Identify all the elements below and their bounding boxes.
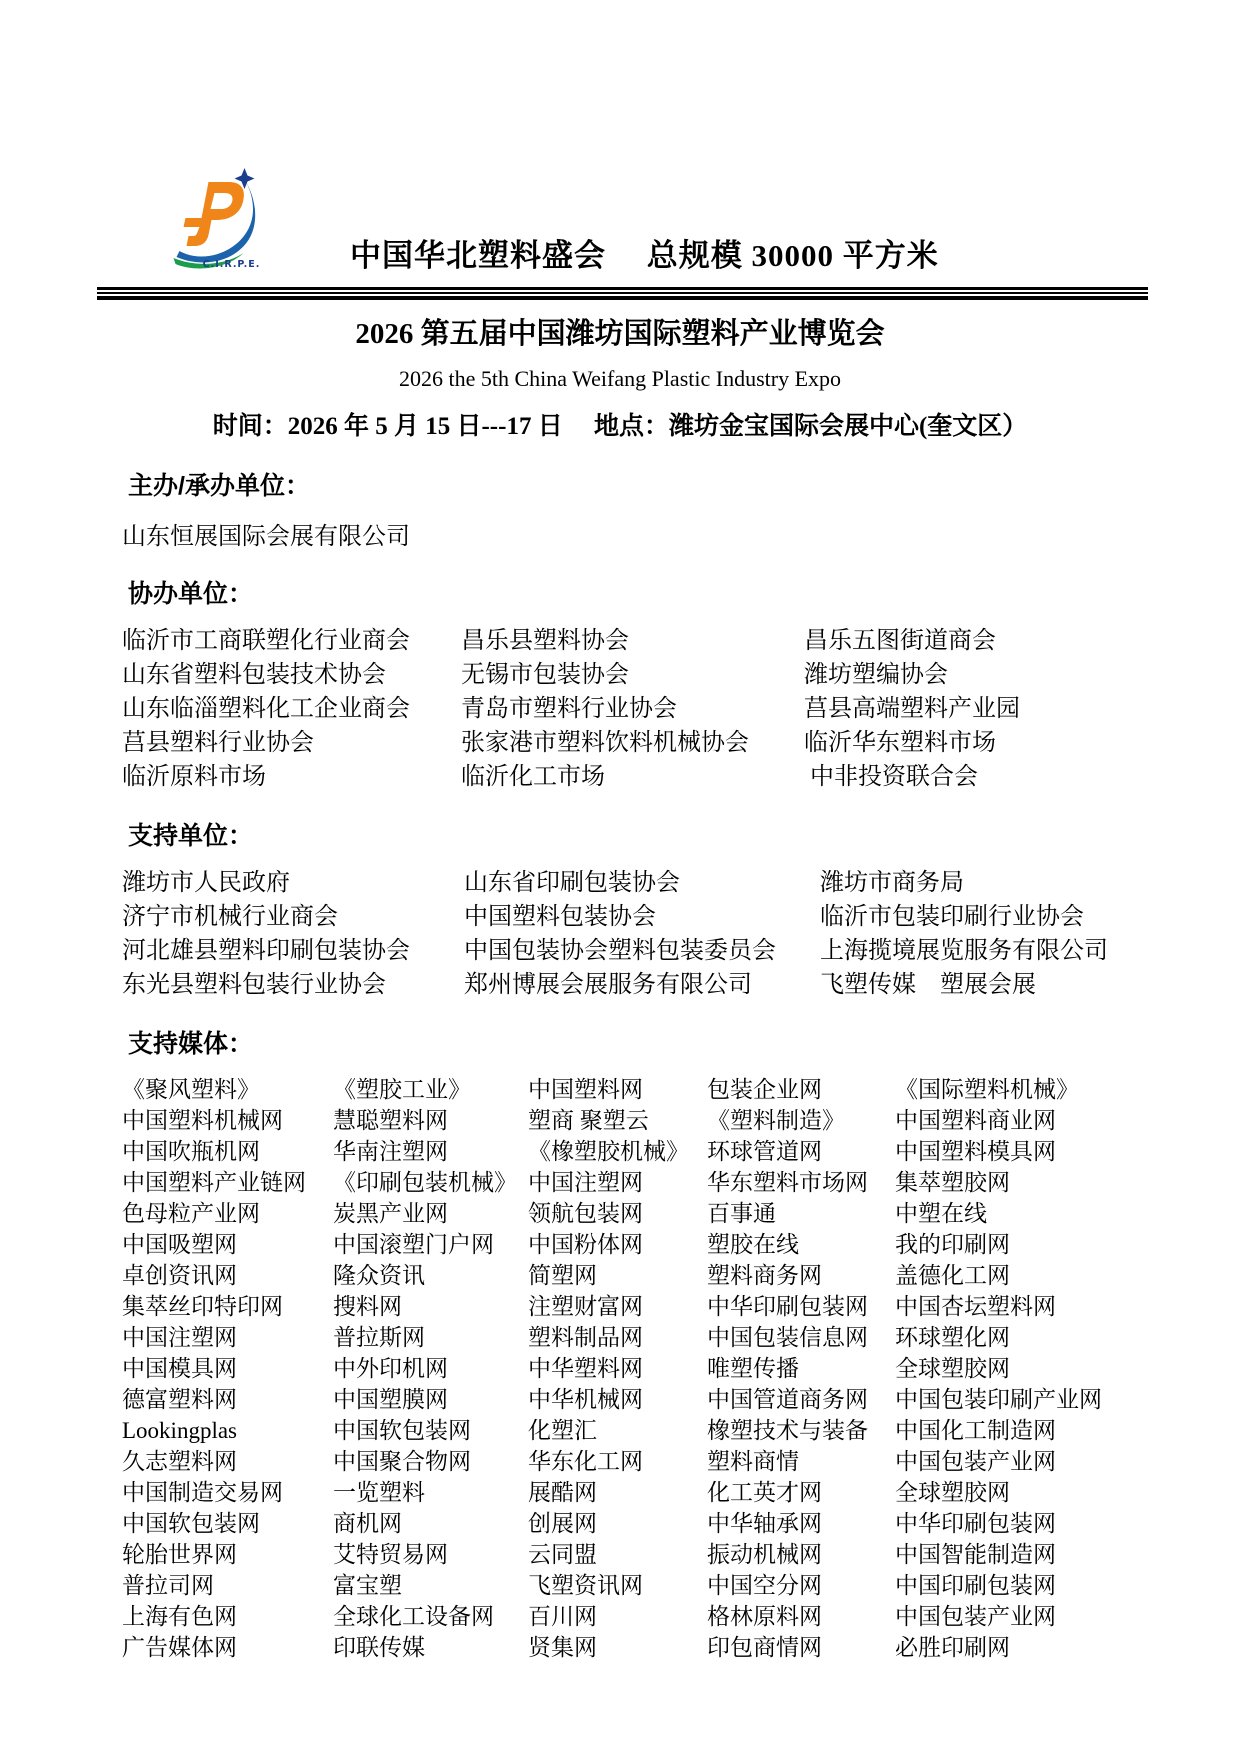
org-name: 环球塑化网 <box>895 1325 1010 1350</box>
org-name: 中国吹瓶机网 <box>122 1139 260 1164</box>
org-name: 化工英才网 <box>707 1480 822 1505</box>
org-name: 无锡市包装协会 <box>461 662 629 688</box>
org-row <box>122 1601 1240 1632</box>
org-name: 塑料商务网 <box>707 1263 822 1288</box>
org-name: 中国包装信息网 <box>707 1325 868 1350</box>
org-row <box>122 1136 1240 1167</box>
org-row <box>122 1384 1240 1415</box>
org-row <box>122 1291 1240 1322</box>
org-row <box>122 1570 1240 1601</box>
org-name: 山东临淄塑料化工企业商会 <box>122 696 410 722</box>
org-name: 艾特贸易网 <box>333 1542 448 1567</box>
cirpe-logo <box>163 166 263 270</box>
org-name: 昌乐五图街道商会 <box>804 628 996 654</box>
org-name: 东光县塑料包装行业协会 <box>122 972 386 998</box>
org-name: 华东塑料市场网 <box>707 1170 868 1195</box>
page-title: 2026 第五届中国潍坊国际塑料产业博览会 <box>355 318 885 350</box>
org-name: 全球化工设备网 <box>333 1604 494 1629</box>
org-name: 注塑财富网 <box>528 1294 643 1319</box>
org-row <box>122 1477 1240 1508</box>
org-row <box>122 1508 1240 1539</box>
org-name: 临沂原料市场 <box>122 764 266 790</box>
section-heading-supporters: 支持单位： <box>128 822 254 850</box>
org-row <box>122 1074 1240 1105</box>
separator-rule <box>97 287 1148 300</box>
org-row <box>122 1229 1240 1260</box>
org-row <box>122 658 1240 692</box>
org-name: 展酷网 <box>528 1480 597 1505</box>
org-name: 中华印刷包装网 <box>707 1294 868 1319</box>
org-name: 郑州博展会展服务有限公司 <box>464 972 752 998</box>
subtitle-en: 2026 the 5th China Weifang Plastic Industry Expo <box>398 366 842 391</box>
org-name: 《印刷包装机械》 <box>333 1170 517 1195</box>
org-name: 莒县高端塑料产业园 <box>804 696 1020 722</box>
logo-p-shape <box>184 182 244 246</box>
org-name: 临沂市工商联塑化行业商会 <box>122 628 410 654</box>
org-name: 印联传媒 <box>333 1635 425 1660</box>
org-name: 中国滚塑门户网 <box>333 1232 494 1257</box>
org-name: 富宝塑 <box>333 1573 402 1598</box>
org-name: 临沂市包装印刷行业协会 <box>820 904 1084 930</box>
org-name: 唯塑传播 <box>707 1356 799 1381</box>
section-heading-media: 支持媒体： <box>128 1030 254 1058</box>
org-name: 潍坊市人民政府 <box>122 870 290 896</box>
section-heading-organizer: 主办/承办单位： <box>128 472 310 500</box>
org-row <box>122 760 1240 794</box>
org-row <box>122 934 1240 968</box>
org-name: 中国聚合物网 <box>333 1449 471 1474</box>
org-name: 临沂化工市场 <box>461 764 605 790</box>
org-name: 塑料商情 <box>707 1449 799 1474</box>
org-name: 搜料网 <box>333 1294 402 1319</box>
org-name: 中国塑料产业链网 <box>122 1170 306 1195</box>
org-name: 领航包装网 <box>528 1201 643 1226</box>
org-row <box>122 1539 1240 1570</box>
org-name: 中国包装产业网 <box>895 1604 1056 1629</box>
org-name: 中国塑料包装协会 <box>464 904 656 930</box>
org-row <box>122 1105 1240 1136</box>
org-name: 张家港市塑料饮料机械协会 <box>461 730 749 756</box>
org-name: 创展网 <box>528 1511 597 1536</box>
org-name: 《塑料制造》 <box>707 1108 845 1133</box>
org-name: 昌乐县塑料协会 <box>461 628 629 654</box>
page-header <box>0 0 1240 300</box>
org-row <box>122 1632 1240 1663</box>
org-name: 飞塑传媒 塑展会展 <box>820 972 1036 998</box>
org-name: 中国包装协会塑料包装委员会 <box>464 938 776 964</box>
org-name: 包装企业网 <box>707 1077 822 1102</box>
org-name: 中国软包装网 <box>122 1511 260 1536</box>
org-name: 隆众资讯 <box>333 1263 425 1288</box>
org-name: 化塑汇 <box>528 1418 597 1443</box>
org-name: 集萃塑胶网 <box>895 1170 1010 1195</box>
banner-headline: 中国华北塑料盛会 总规模 30000 平方米 <box>350 238 939 273</box>
org-name: 飞塑资讯网 <box>528 1573 643 1598</box>
org-name: 济宁市机械行业商会 <box>122 904 338 930</box>
org-name: Lookingplas <box>122 1418 237 1443</box>
org-row <box>122 1446 1240 1477</box>
org-name: 中国塑料商业网 <box>895 1108 1056 1133</box>
org-name: 中国吸塑网 <box>122 1232 237 1257</box>
org-row <box>122 1353 1240 1384</box>
org-name: 《橡塑胶机械》 <box>528 1139 689 1164</box>
org-row <box>122 968 1240 1002</box>
section-heading-co-organizers: 协办单位： <box>128 580 254 608</box>
org-name: 橡塑技术与装备 <box>707 1418 868 1443</box>
org-name: 必胜印刷网 <box>895 1635 1010 1660</box>
org-name: 塑料制品网 <box>528 1325 643 1350</box>
media-table <box>122 1074 1240 1663</box>
org-name: 山东省塑料包装技术协会 <box>122 662 386 688</box>
org-name: 《聚风塑料》 <box>122 1077 260 1102</box>
org-name: 中国智能制造网 <box>895 1542 1056 1567</box>
org-name: 中国杏坛塑料网 <box>895 1294 1056 1319</box>
org-name: 莒县塑料行业协会 <box>122 730 314 756</box>
org-name: 德富塑料网 <box>122 1387 237 1412</box>
org-name: 振动机械网 <box>707 1542 822 1567</box>
org-name: 中华塑料网 <box>528 1356 643 1381</box>
org-name: 潍坊塑编协会 <box>804 662 948 688</box>
org-name: 中国模具网 <box>122 1356 237 1381</box>
org-name: 中国塑料机械网 <box>122 1108 283 1133</box>
org-row <box>122 866 1240 900</box>
org-name: 《塑胶工业》 <box>333 1077 471 1102</box>
org-name: 中国制造交易网 <box>122 1480 283 1505</box>
org-name: 色母粒产业网 <box>122 1201 260 1226</box>
org-name: 中国包装产业网 <box>895 1449 1056 1474</box>
org-name: 一览塑料 <box>333 1480 425 1505</box>
org-name: 中国包装印刷产业网 <box>895 1387 1102 1412</box>
org-name: 《国际塑料机械》 <box>895 1077 1079 1102</box>
org-name: 轮胎世界网 <box>122 1542 237 1567</box>
org-name: 炭黑产业网 <box>333 1201 448 1226</box>
org-name: 盖德化工网 <box>895 1263 1010 1288</box>
co-organizers-table <box>122 624 1240 794</box>
org-name: 中非投资联合会 <box>804 764 978 790</box>
org-name: 简塑网 <box>528 1263 597 1288</box>
org-name: 中华印刷包装网 <box>895 1511 1056 1536</box>
org-row <box>122 1260 1240 1291</box>
org-name: 普拉司网 <box>122 1573 214 1598</box>
org-name: 上海揽境展览服务有限公司 <box>820 938 1108 964</box>
org-row <box>122 1415 1240 1446</box>
org-row <box>122 692 1240 726</box>
org-name: 塑胶在线 <box>707 1232 799 1257</box>
org-row <box>122 1322 1240 1353</box>
schedule-line: 时间：2026 年 5 月 15 日---17 日 地点：潍坊金宝国际会展中心(奎文区） <box>212 413 1028 440</box>
org-name: 中国粉体网 <box>528 1232 643 1257</box>
org-name: 中国软包装网 <box>333 1418 471 1443</box>
org-name: 中国塑料网 <box>528 1077 643 1102</box>
org-row <box>122 624 1240 658</box>
org-name: 中国注塑网 <box>122 1325 237 1350</box>
org-name: 中国塑料模具网 <box>895 1139 1056 1164</box>
org-name: 商机网 <box>333 1511 402 1536</box>
org-name: 山东省印刷包装协会 <box>464 870 680 896</box>
org-name: 普拉斯网 <box>333 1325 425 1350</box>
org-name: 潍坊市商务局 <box>820 870 964 896</box>
org-name: 我的印刷网 <box>895 1232 1010 1257</box>
org-row <box>122 1198 1240 1229</box>
org-name: 中华机械网 <box>528 1387 643 1412</box>
org-name: 中塑在线 <box>895 1201 987 1226</box>
org-name: 塑商 聚塑云 <box>528 1108 649 1133</box>
org-row <box>122 726 1240 760</box>
org-name: 贤集网 <box>528 1635 597 1660</box>
org-name: 中国化工制造网 <box>895 1418 1056 1443</box>
logo-cirpe-text: C.I.R.P.E. <box>202 259 261 270</box>
org-name: 慧聪塑料网 <box>333 1108 448 1133</box>
org-row <box>122 900 1240 934</box>
org-name: 百事通 <box>707 1201 776 1226</box>
org-name: 中国塑膜网 <box>333 1387 448 1412</box>
org-name: 华南注塑网 <box>333 1139 448 1164</box>
org-name: 集萃丝印特印网 <box>122 1294 283 1319</box>
org-name: 临沂华东塑料市场 <box>804 730 996 756</box>
org-name: 广告媒体网 <box>122 1635 237 1660</box>
org-name: 中国印刷包装网 <box>895 1573 1056 1598</box>
org-name: 中国空分网 <box>707 1573 822 1598</box>
org-name: 云同盟 <box>528 1542 597 1567</box>
org-name: 格林原料网 <box>707 1604 822 1629</box>
org-name: 全球塑胶网 <box>895 1480 1010 1505</box>
supporters-table <box>122 866 1240 1002</box>
org-name: 中外印机网 <box>333 1356 448 1381</box>
org-name: 青岛市塑料行业协会 <box>461 696 677 722</box>
org-name: 河北雄县塑料印刷包装协会 <box>122 938 410 964</box>
org-name: 中国管道商务网 <box>707 1387 868 1412</box>
org-name: 印包商情网 <box>707 1635 822 1660</box>
org-name: 华东化工网 <box>528 1449 643 1474</box>
org-name: 全球塑胶网 <box>895 1356 1010 1381</box>
org-name: 卓创资讯网 <box>122 1263 237 1288</box>
org-name: 中华轴承网 <box>707 1511 822 1536</box>
org-name: 百川网 <box>528 1604 597 1629</box>
org-name: 久志塑料网 <box>122 1449 237 1474</box>
org-name: 中国注塑网 <box>528 1170 643 1195</box>
org-name: 上海有色网 <box>122 1604 237 1629</box>
org-row <box>122 1167 1240 1198</box>
organizer-name: 山东恒展国际会展有限公司 <box>122 524 410 550</box>
org-name: 环球管道网 <box>707 1139 822 1164</box>
